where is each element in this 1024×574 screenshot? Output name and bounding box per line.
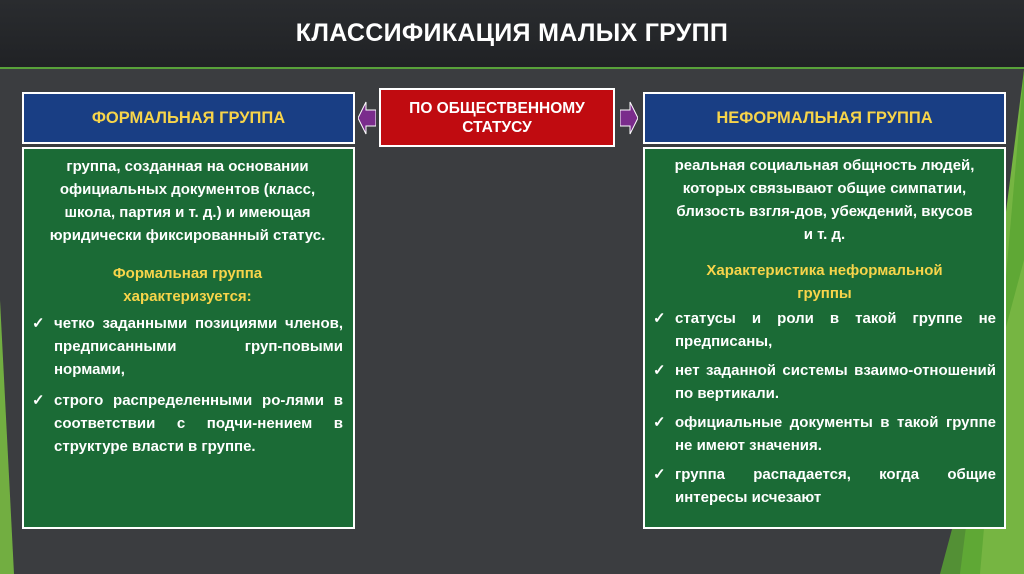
formal-group-panel [22, 147, 355, 529]
arrow-left-icon [358, 98, 376, 138]
informal-group-definition: реальная социальная общность людей, которых связывают общие симпатии, близость взгля-дов, убеждений, вкусов и т. д. [674, 157, 975, 243]
informal-group-header [643, 92, 1006, 144]
list-item [653, 463, 996, 509]
check-icon: ✓ [653, 362, 666, 379]
check-icon: ✓ [653, 414, 666, 431]
list-item [653, 411, 996, 457]
list-item-text: официальные документы в такой группе не имеют значения. [675, 414, 996, 454]
center-status-label: ПО ОБЩЕСТВЕННОМУ СТАТУСУ [409, 99, 585, 136]
check-icon: ✓ [32, 392, 45, 409]
list-item-text: группа распадается, когда общие интересы исчезают [675, 466, 996, 506]
check-icon: ✓ [653, 310, 666, 327]
informal-group-list [653, 307, 996, 509]
list-item [653, 359, 996, 405]
formal-group-definition: группа, созданная на основании официальных документов (класс, школа, партия и т. д.) и имеющая юридически фиксированный статус. [49, 158, 326, 244]
title-bar [0, 0, 1024, 69]
informal-group-panel [643, 147, 1006, 529]
informal-group-subheading: Характеристика неформальной группы [706, 262, 943, 302]
formal-group-header [22, 92, 355, 144]
page-title: КЛАССИФИКАЦИЯ МАЛЫХ ГРУПП [295, 19, 729, 47]
center-status-box [379, 88, 615, 147]
list-item-text: нет заданной системы взаимо-отношений по вертикали. [675, 362, 996, 402]
informal-group-header-label: НЕФОРМАЛЬНАЯ ГРУППА [716, 108, 933, 127]
arrow-right-icon [620, 98, 638, 138]
list-item [653, 307, 996, 353]
formal-group-list [32, 312, 343, 458]
list-item [32, 312, 343, 381]
list-item [32, 389, 343, 458]
check-icon: ✓ [32, 315, 45, 332]
list-item-text: строго распределенными ро-лями в соответствии с подчи-нением в структуре власти в группе. [54, 392, 343, 455]
formal-group-subheading: Формальная группа характеризуется: [112, 265, 263, 305]
list-item-text: четко заданными позициями членов, предписанными груп-повыми нормами, [54, 315, 343, 378]
list-item-text: статусы и роли в такой группе не предписаны, [675, 310, 996, 350]
formal-group-header-label: ФОРМАЛЬНАЯ ГРУППА [91, 108, 286, 127]
check-icon: ✓ [653, 466, 666, 483]
